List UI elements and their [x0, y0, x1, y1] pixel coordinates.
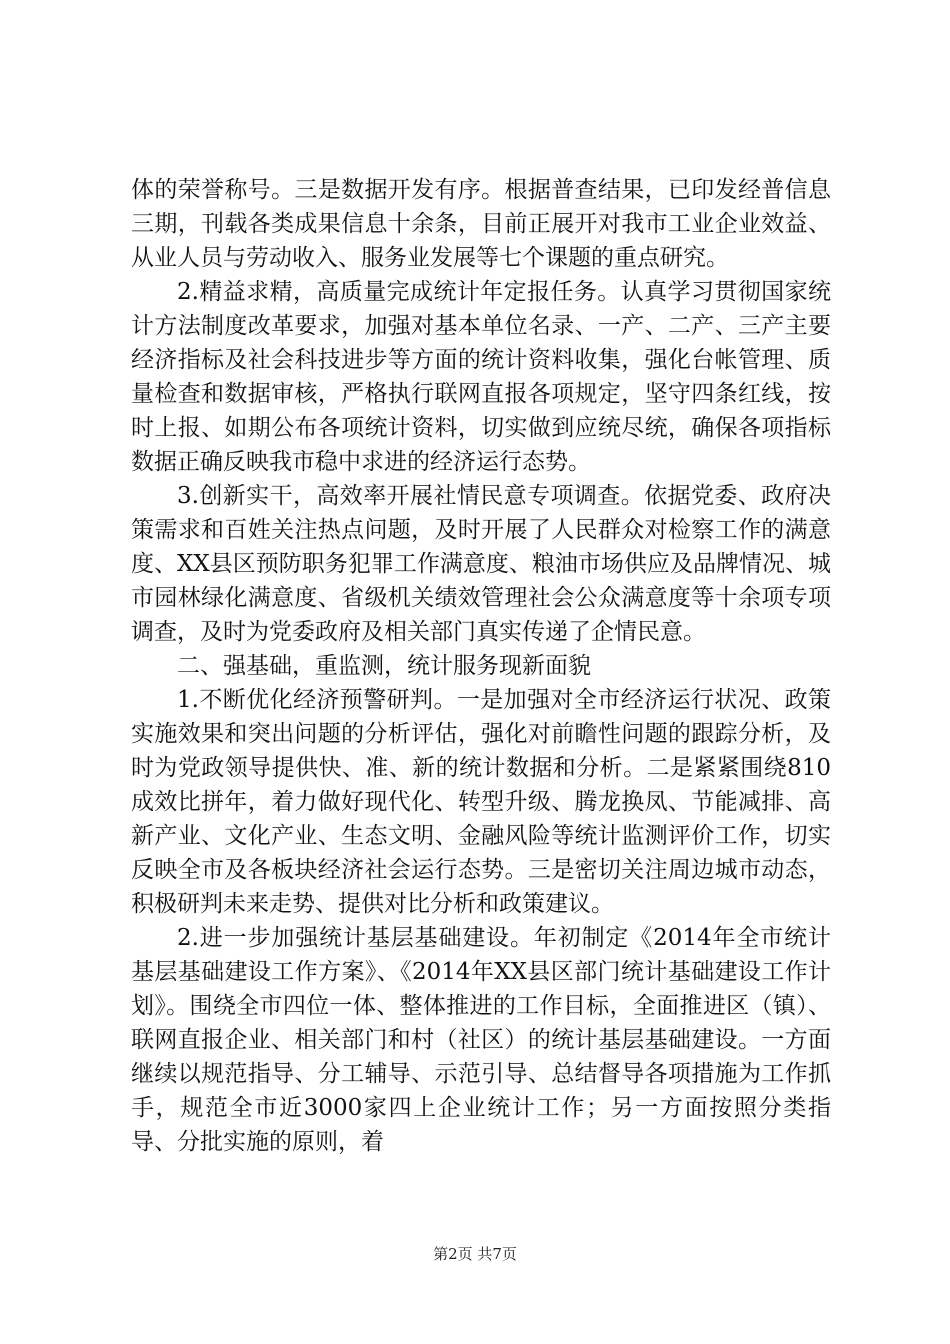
- paragraph-item-3: 3.创新实干，高效率开展社情民意专项调查。依据党委、政府决策需求和百姓关注热点问题，及时开展了人民群众对检察工作的满意度、XX县区预防职务犯罪工作满意度、粮油市场供应及品牌情况、城市园林绿化满意度、省级机关绩效管理社会公众满意度等十余项专项调查，及时为党委政府及相关部门真实传递了企情民意。: [131, 483, 831, 645]
- section-heading: 二、强基础，重监测，统计服务现新面貌: [177, 653, 591, 679]
- paragraph-item-2b: 2.进一步加强统计基层基础建设。年初制定《2014年全市统计基层基础建设工作方案》、《2014年XX县区部门统计基础建设工作计划》。围绕全市四位一体、整体推进的工作目标，全面推进区（镇）、联网直报企业、相关部门和村（社区）的统计基层基础建设。一方面继续以规范指导、分工辅导、示范引导、总结督导各项措施为工作抓手，规范全市近3000家四上企业统计工作；另一方面按照分类指导、分批实施的原则，着: [131, 925, 831, 1155]
- paragraph-item-2: 2.精益求精，高质量完成统计年定报任务。认真学习贯彻国家统计方法制度改革要求，加强对基本单位名录、一产、二产、三产主要经济指标及社会科技进步等方面的统计资料收集，强化台帐管理、质量检查和数据审核，严格执行联网直报各项规定，坚守四条红线，按时上报、如期公布各项统计资料，切实做到应统尽统，确保各项指标数据正确反映我市稳中求进的经济运行态势。: [131, 279, 831, 475]
- paragraph-continuation: 体的荣誉称号。三是数据开发有序。根据普查结果，已印发经普信息三期，刊载各类成果信息十余条，目前正展开对我市工业企业效益、从业人员与劳动收入、服务业发展等七个课题的重点研究。: [131, 177, 831, 271]
- document-body: [131, 173, 831, 1159]
- paragraph-item-1: 1.不断优化经济预警研判。一是加强对全市经济运行状况、政策实施效果和突出问题的分析评估，强化对前瞻性问题的跟踪分析，及时为党政领导提供快、准、新的统计数据和分析。二是紧紧围绕810成效比拼年，着力做好现代化、转型升级、腾龙换凤、节能减排、高新产业、文化产业、生态文明、金融风险等统计监测评价工作，切实反映全市及各板块经济社会运行态势。三是密切关注周边城市动态，积极研判未来走势、提供对比分析和政策建议。: [131, 687, 831, 917]
- page-footer: 第2页 共7页: [433, 1245, 517, 1263]
